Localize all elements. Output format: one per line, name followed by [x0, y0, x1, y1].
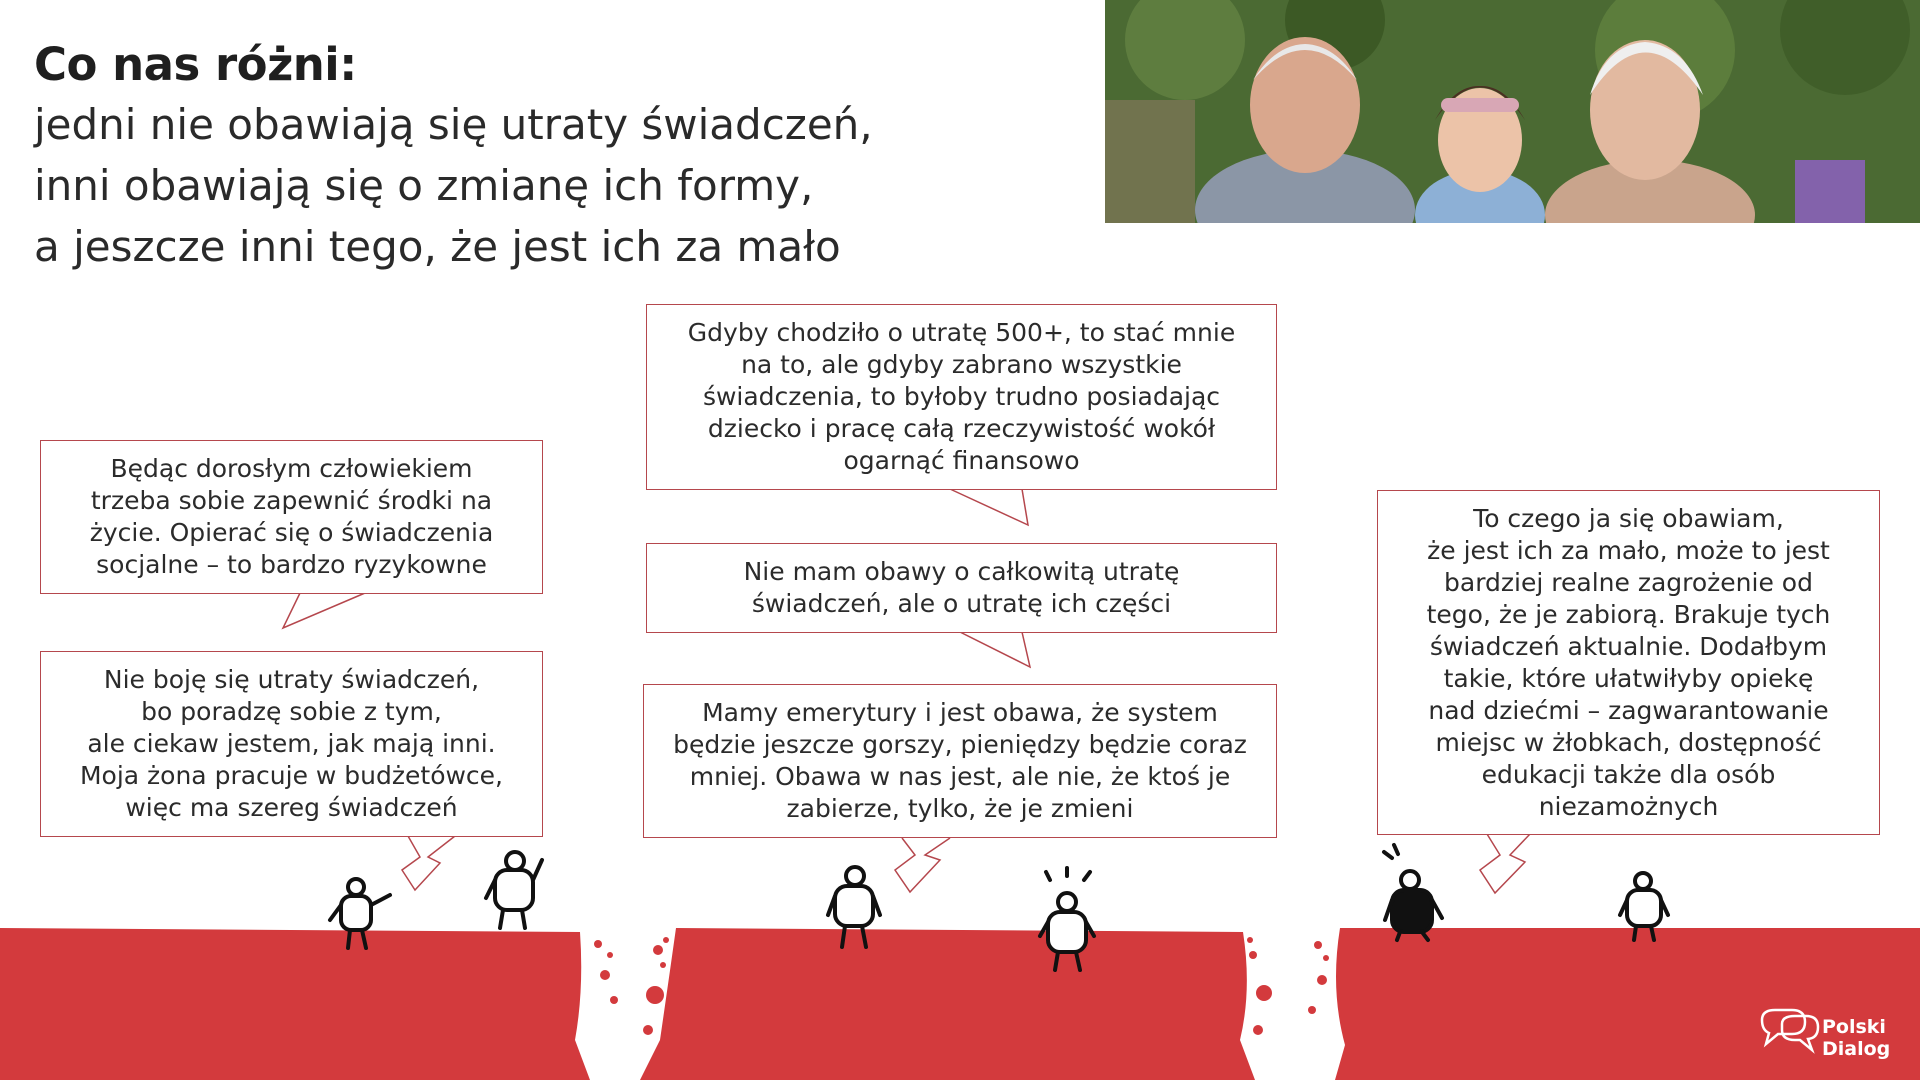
quote-line: Nie mam obawy o całkowitą utratę: [743, 557, 1180, 586]
quote-line: ale ciekaw jestem, jak mają inni.: [87, 729, 496, 758]
logo-line-1: Polski: [1822, 1016, 1886, 1038]
quote-line: świadczenia, to byłoby trudno posiadając: [702, 382, 1221, 411]
polski-dialog-logo: [1822, 1016, 1890, 1060]
quote-line: więc ma szereg świadczeń: [125, 793, 458, 822]
quote-line: miejsc w żłobkach, dostępność: [1435, 727, 1822, 757]
quote-line: na to, ale gdyby zabrano wszystkie: [741, 350, 1182, 379]
quote-line: że jest ich za mało, może to jest: [1427, 535, 1830, 565]
quote-line: Moja żona pracuje w budżetówce,: [79, 761, 504, 790]
quote-line: Gdyby chodziło o utratę 500+, to stać mnie: [687, 318, 1236, 347]
quote-line: życie. Opierać się o świadczenia: [89, 518, 494, 547]
quote-line: tego, że je zabiorą. Brakuje tych: [1426, 599, 1831, 629]
quote-line: nad dziećmi – zagwarantowanie: [1428, 695, 1829, 725]
quote-line: zabierze, tylko, że je zmieni: [786, 794, 1134, 823]
quote-line: mniej. Obawa w nas jest, ale nie, że ktoś je: [689, 762, 1231, 791]
quote-line: świadczeń, ale o utratę ich części: [751, 589, 1172, 618]
quote-line: dziecko i pracę całą rzeczywistość wokół: [707, 414, 1216, 443]
red-ground: [0, 928, 1920, 1080]
title-bold: Co nas różni:: [34, 38, 357, 91]
title-line-2: inni obawiają się o zmianę ich formy,: [34, 161, 814, 210]
quote-line: Nie boję się utraty świadczeń,: [103, 665, 480, 694]
quote-line: będzie jeszcze gorszy, pieniędzy będzie coraz: [673, 730, 1247, 759]
quote-line: edukacji także dla osób: [1481, 759, 1776, 789]
quote-line: ogarnąć finansowo: [843, 446, 1080, 475]
title-line-1: jedni nie obawiają się utraty świadczeń,: [34, 100, 873, 149]
quote-line: bardziej realne zagrożenie od: [1444, 567, 1813, 597]
quote-line: niezamożnych: [1538, 791, 1719, 821]
quote-line: świadczeń aktualnie. Dodałbym: [1429, 631, 1828, 661]
figure-2: [486, 852, 542, 928]
quote-line: Mamy emerytury i jest obawa, że system: [702, 698, 1218, 727]
quote-line: Będąc dorosłym człowiekiem: [110, 454, 473, 483]
logo-line-2: Dialog: [1822, 1038, 1891, 1060]
quote-line: takie, które ułatwiłyby opiekę: [1443, 663, 1814, 693]
figure-5: [1384, 845, 1442, 940]
quote-line: socjalne – to bardzo ryzykowne: [96, 550, 487, 579]
quote-line: To czego ja się obawiam,: [1473, 503, 1784, 533]
quote-line: bo poradzę sobie z tym,: [141, 697, 442, 726]
quote-line: trzeba sobie zapewnić środki na: [90, 486, 493, 515]
title-line-3: a jeszcze inni tego, że jest ich za mało: [34, 222, 841, 271]
